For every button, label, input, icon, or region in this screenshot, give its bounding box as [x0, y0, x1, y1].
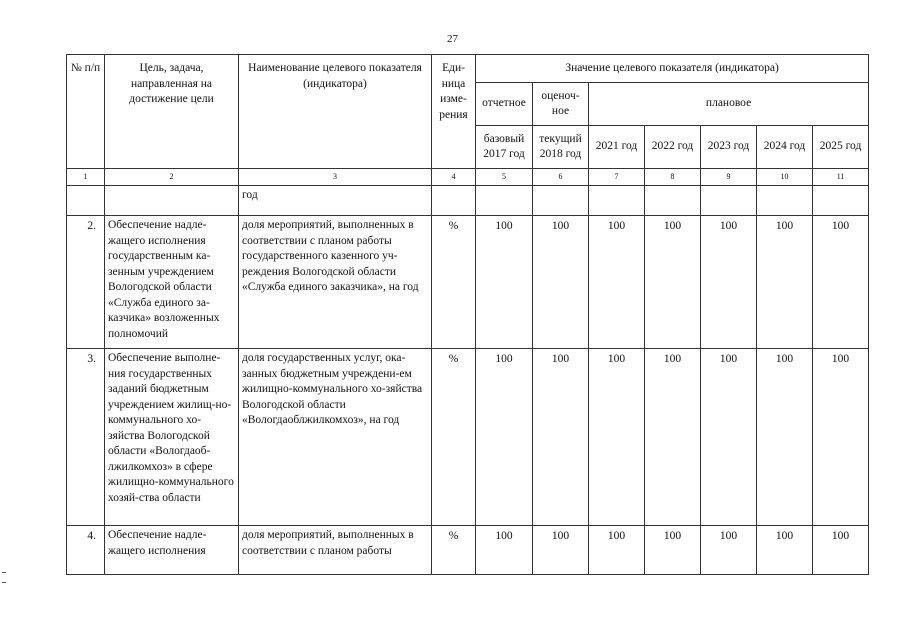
value-2024: 100	[757, 526, 813, 575]
column-index: 4	[432, 169, 476, 186]
column-index: 3	[239, 169, 432, 186]
column-index-row	[67, 169, 869, 186]
header-planned: плановое	[589, 83, 869, 126]
header-year-2021: 2021 год	[589, 126, 645, 169]
column-index: 2	[105, 169, 239, 186]
value-2022: 100	[645, 216, 701, 349]
header-year-2023: 2023 год	[701, 126, 757, 169]
indicators-table	[66, 54, 869, 575]
page-number: 27	[447, 33, 458, 45]
value-2025: 100	[813, 349, 869, 526]
header-goal: Цель, задача, направленная на достижение цели	[105, 55, 239, 169]
header-row-1	[67, 55, 869, 83]
value-2025: 100	[813, 216, 869, 349]
row-number: 3.	[67, 349, 105, 526]
margin-mark	[2, 582, 6, 583]
value-base-2017: 100	[476, 349, 533, 526]
value-2023: 100	[701, 216, 757, 349]
row-indicator: доля мероприятий, выполненных в соответствии с планом работы	[239, 526, 432, 575]
value-2021: 100	[589, 526, 645, 575]
row-unit: %	[432, 216, 476, 349]
header-indicator-name: Наименование целевого показателя (индикатора)	[239, 55, 432, 169]
value-2021: 100	[589, 216, 645, 349]
row-goal: Обеспечение надле-жащего исполнения	[105, 526, 239, 575]
value-2023: 100	[701, 349, 757, 526]
column-index: 9	[701, 169, 757, 186]
row-unit: %	[432, 526, 476, 575]
column-index: 7	[589, 169, 645, 186]
header-current-year: текущий 2018 год	[533, 126, 589, 169]
header-base-year: базовый 2017 год	[476, 126, 533, 169]
table-row	[67, 216, 869, 349]
row-goal: Обеспечение надле-жащего исполнения государственным ка-зенным учреждением Вологодской области «Служба единого за-казчика» возложенных полномочий	[105, 216, 239, 349]
column-index: 10	[757, 169, 813, 186]
value-2024: 100	[757, 349, 813, 526]
value-base-2017: 100	[476, 216, 533, 349]
row-indicator: доля мероприятий, выполненных в соответствии с планом работы государственного казенного уч-реждения Вологодской области «Служба единого заказчика», на год	[239, 216, 432, 349]
header-year-2024: 2024 год	[757, 126, 813, 169]
header-estimated: оценоч-ное	[533, 83, 589, 126]
value-current-2018: 100	[533, 349, 589, 526]
margin-mark	[2, 572, 6, 573]
row-unit: %	[432, 349, 476, 526]
row-goal: Обеспечение выполне-ния государственных заданий бюджетным учреждением жилищ-но-коммунального хо-зяйства Вологодской области «Вологдаоб-лжилкомхоз» в сфере жилищно-коммунального хозяй-ства области	[105, 349, 239, 526]
header-year-2025: 2025 год	[813, 126, 869, 169]
value-2022: 100	[645, 349, 701, 526]
value-current-2018: 100	[533, 526, 589, 575]
value-2021: 100	[589, 349, 645, 526]
value-2025: 100	[813, 526, 869, 575]
value-base-2017: 100	[476, 526, 533, 575]
value-2022: 100	[645, 526, 701, 575]
value-2024: 100	[757, 216, 813, 349]
column-index: 8	[645, 169, 701, 186]
row-number: 2.	[67, 216, 105, 349]
table-row	[67, 349, 869, 526]
header-value-group: Значение целевого показателя (индикатора)	[476, 55, 869, 83]
row-indicator: доля государственных услуг, ока-занных бюджетным учреждени-ем жилищно-коммунального хо-зяйства Вологодской области «Вологдаоблжилкомхоз», на год	[239, 349, 432, 526]
value-2023: 100	[701, 526, 757, 575]
value-current-2018: 100	[533, 216, 589, 349]
continuation-text: год	[239, 186, 432, 216]
header-year-2022: 2022 год	[645, 126, 701, 169]
column-index: 5	[476, 169, 533, 186]
row-number: 4.	[67, 526, 105, 575]
header-num: № п/п	[67, 55, 105, 169]
table-row	[67, 526, 869, 575]
header-reported: отчетное	[476, 83, 533, 126]
column-index: 11	[813, 169, 869, 186]
continuation-row	[67, 186, 869, 216]
column-index: 1	[67, 169, 105, 186]
header-unit: Еди-ница изме-рения	[432, 55, 476, 169]
column-index: 6	[533, 169, 589, 186]
